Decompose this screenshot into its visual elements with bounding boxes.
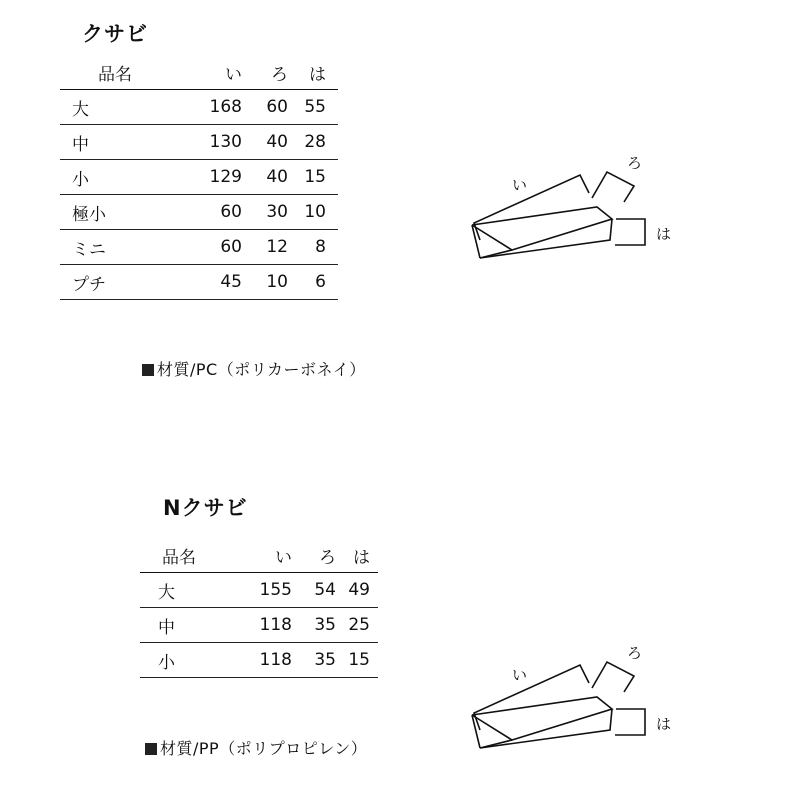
header-i: い [180, 55, 242, 90]
dimension-ro-line [592, 662, 634, 692]
header-name: 品名 [140, 538, 236, 573]
header-ro: ろ [242, 55, 288, 90]
row-i: 45 [180, 265, 242, 300]
row-i: 130 [180, 125, 242, 160]
material-note-kusabi [142, 357, 366, 380]
dimension-i-line [474, 665, 589, 730]
label-ha: は [656, 225, 672, 243]
header-ro: ろ [292, 538, 336, 573]
row-name: 小 [60, 160, 180, 195]
square-bullet-icon [145, 743, 157, 755]
row-name: 中 [140, 608, 236, 643]
row-ha: 55 [288, 90, 338, 125]
table-row [60, 125, 338, 160]
row-i: 60 [180, 195, 242, 230]
wedge-dimension-diagram-n-kusabi [462, 640, 702, 770]
row-i: 60 [180, 230, 242, 265]
header-name: 品名 [60, 55, 180, 90]
material-text: 材質/PP（ポリプロピレン） [160, 739, 368, 758]
row-ha: 15 [336, 643, 378, 678]
row-ro: 54 [292, 573, 336, 608]
row-i: 118 [236, 608, 292, 643]
label-ro: ろ [627, 154, 643, 172]
dimension-i-line [474, 175, 589, 240]
row-name: 中 [60, 125, 180, 160]
row-i: 129 [180, 160, 242, 195]
product-title-n-kusabi: Nクサビ [163, 496, 248, 520]
spec-table-n-kusabi [140, 538, 378, 678]
table-row [60, 195, 338, 230]
table-row [140, 573, 378, 608]
wedge-top-face [472, 207, 612, 250]
row-name: プチ [60, 265, 180, 300]
row-ha: 6 [288, 265, 338, 300]
table-row [60, 265, 338, 300]
row-ro: 30 [242, 195, 288, 230]
table-row [60, 160, 338, 195]
material-note-n-kusabi [145, 736, 367, 759]
row-ro: 60 [242, 90, 288, 125]
row-name: 大 [140, 573, 236, 608]
spec-table-kusabi [60, 55, 338, 300]
row-ha: 49 [336, 573, 378, 608]
row-ro: 40 [242, 160, 288, 195]
label-i: い [512, 176, 528, 194]
header-ha: は [336, 538, 378, 573]
table-header-row [140, 538, 378, 573]
row-ro: 12 [242, 230, 288, 265]
row-i: 118 [236, 643, 292, 678]
row-name: ミニ [60, 230, 180, 265]
label-i: い [512, 666, 528, 684]
row-i: 155 [236, 573, 292, 608]
row-ro: 40 [242, 125, 288, 160]
wedge-dimension-diagram-kusabi [462, 150, 702, 280]
row-ha: 25 [336, 608, 378, 643]
row-name: 大 [60, 90, 180, 125]
header-i: い [236, 538, 292, 573]
row-ro: 35 [292, 643, 336, 678]
wedge-top-face [472, 697, 612, 740]
row-ha: 28 [288, 125, 338, 160]
header-ha: は [288, 55, 338, 90]
dimension-ha-line [615, 219, 645, 245]
row-i: 168 [180, 90, 242, 125]
row-ro: 35 [292, 608, 336, 643]
row-ha: 10 [288, 195, 338, 230]
table-row [140, 643, 378, 678]
square-bullet-icon [142, 364, 154, 376]
label-ro: ろ [627, 644, 643, 662]
material-text: 材質/PC（ポリカーボネイ） [157, 360, 366, 379]
table-row [140, 608, 378, 643]
product-title-kusabi: クサビ [82, 22, 148, 46]
table-row [60, 230, 338, 265]
table-row [60, 90, 338, 125]
table-header-row [60, 55, 338, 90]
row-ha: 15 [288, 160, 338, 195]
row-name: 極小 [60, 195, 180, 230]
dimension-ro-line [592, 172, 634, 202]
row-ha: 8 [288, 230, 338, 265]
row-ro: 10 [242, 265, 288, 300]
row-name: 小 [140, 643, 236, 678]
label-ha: は [656, 715, 672, 733]
dimension-ha-line [615, 709, 645, 735]
